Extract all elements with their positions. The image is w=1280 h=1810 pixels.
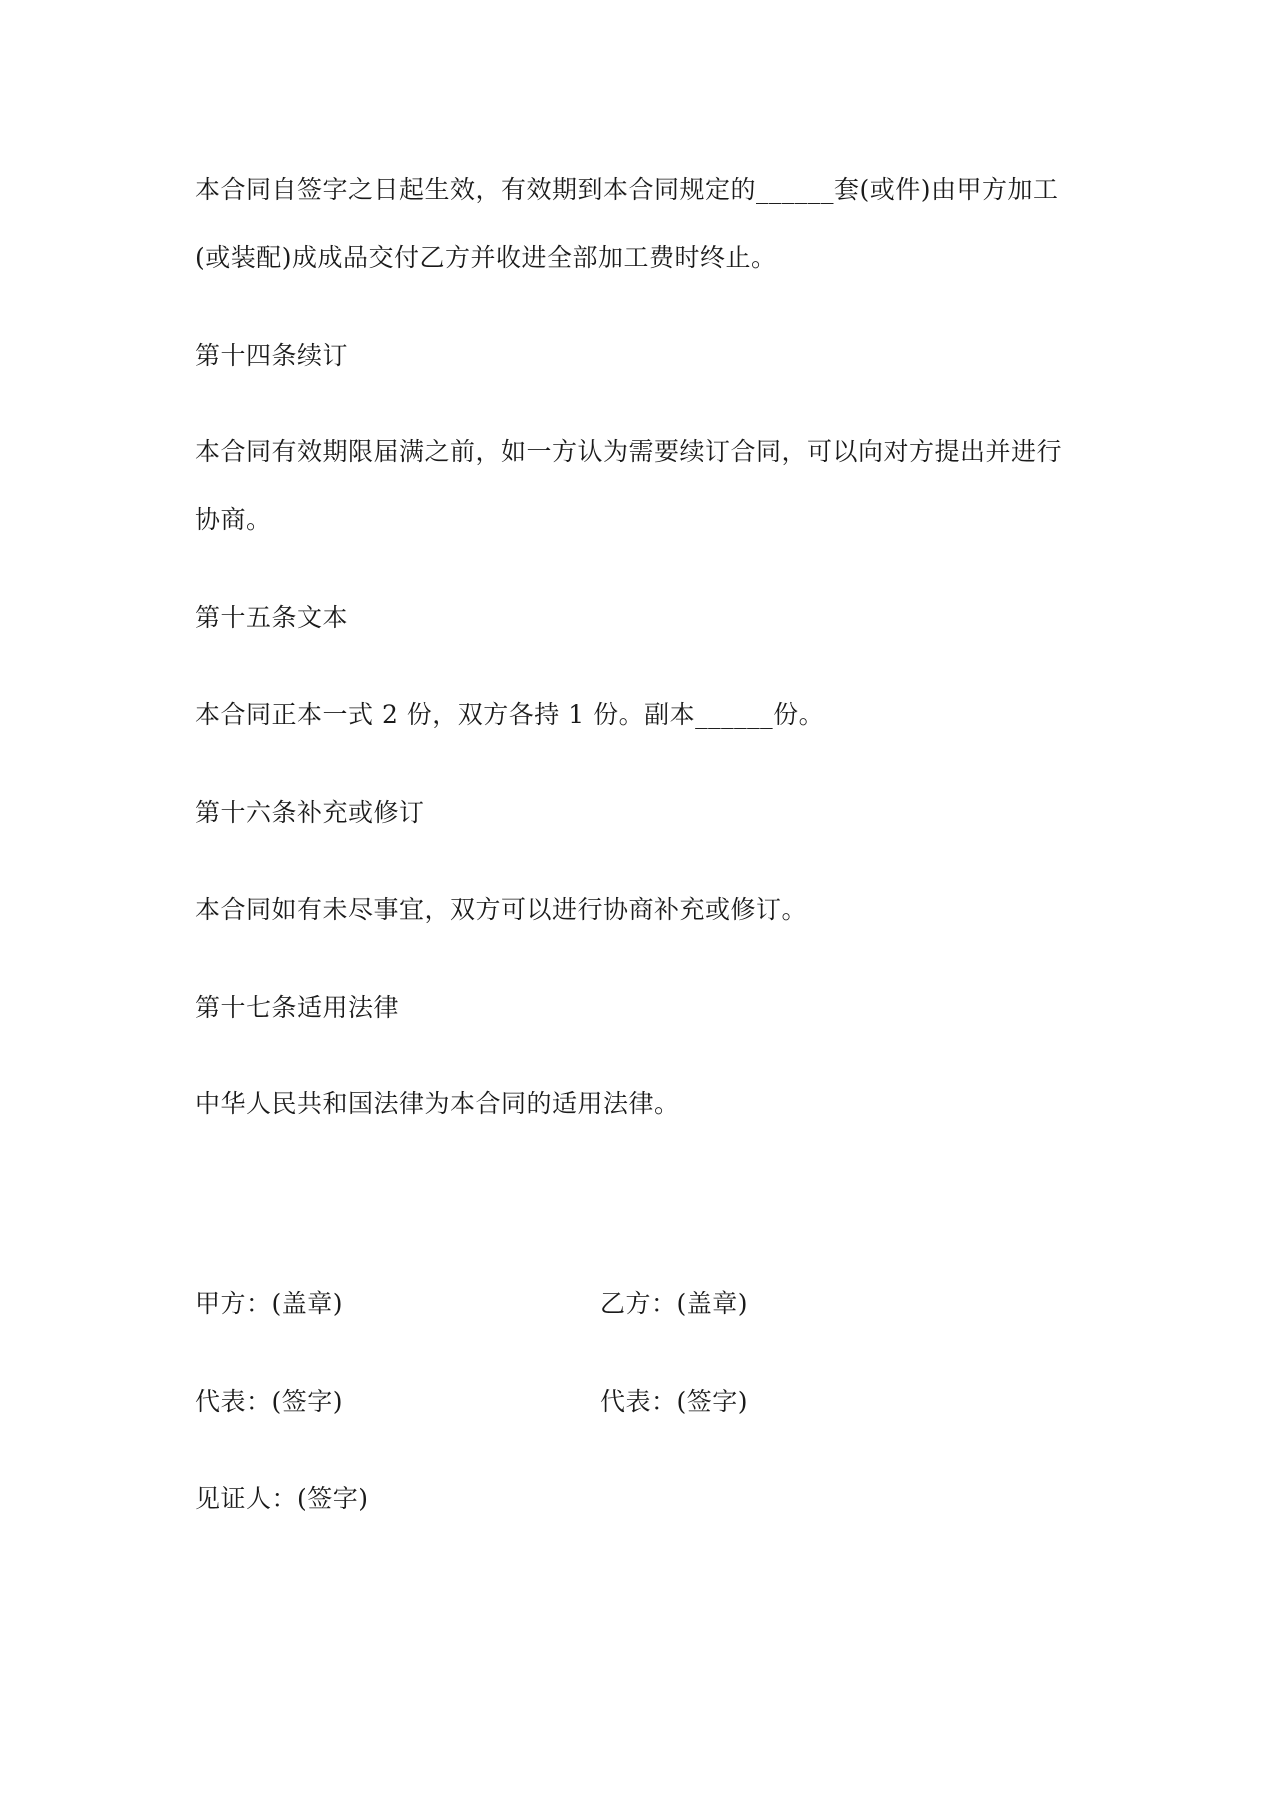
clause14-line2: 协商。 [195, 505, 272, 534]
clause16-line1: 本合同如有未尽事宜，双方可以进行协商补充或修订。 [195, 895, 808, 924]
clause14-line1: 本合同有效期限届满之前，如一方认为需要续订合同，可以向对方提出并进行 [195, 437, 1063, 466]
party-b-seal: 乙方：(盖章) [600, 1289, 749, 1318]
clause16-heading: 第十六条补充或修订 [195, 798, 425, 827]
clause17-line1: 中华人民共和国法律为本合同的适用法律。 [195, 1089, 680, 1118]
clause15-line1: 本合同正本一式 2 份，双方各持 1 份。副本______份。 [195, 700, 825, 729]
clause13-line1: 本合同自签字之日起生效，有效期到本合同规定的______套(或件)由甲方加工 [195, 175, 1059, 204]
clause15-heading: 第十五条文本 [195, 603, 349, 632]
party-a-seal: 甲方：(盖章) [195, 1289, 344, 1318]
clause13-line2: (或装配)成成品交付乙方并收进全部加工费时终止。 [195, 243, 777, 272]
witness-signature: 见证人：(签字) [195, 1484, 369, 1513]
clause17-heading: 第十七条适用法律 [195, 993, 400, 1022]
clause14-heading: 第十四条续订 [195, 341, 349, 370]
party-a-representative: 代表：(签字) [195, 1387, 344, 1416]
party-b-representative: 代表：(签字) [600, 1387, 749, 1416]
